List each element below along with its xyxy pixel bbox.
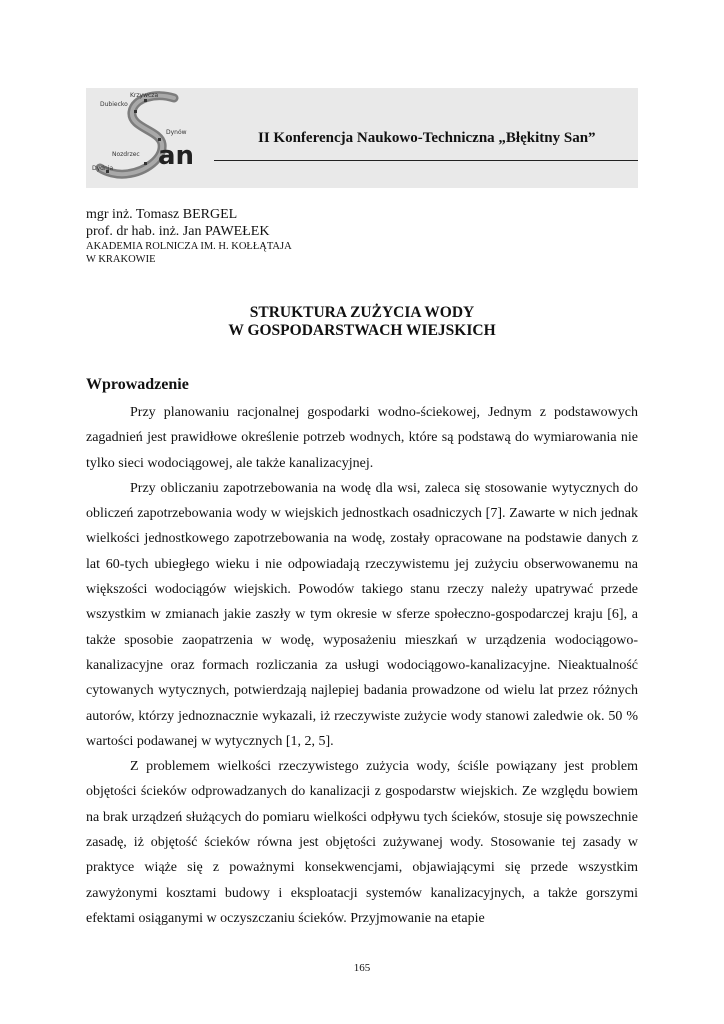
logo-place-nozdrzec: Nozdrzec [112,151,140,158]
author-2: prof. dr hab. inż. Jan PAWEŁEK [86,224,270,239]
logo-place-dydnia: Dydnia [92,165,114,172]
author-block [86,206,292,266]
san-river-logo-icon [86,88,216,188]
paragraph-3: Z problemem wielkości rzeczywistego zużycia wody, ściśle powiązany jest problem objętości ścieków odprowadzanych do kanalizacji z gospodarstw wiejskich. Ze względu bowiem na brak urządzeń służących do pomiaru wielkości odpływu tych ścieków, stosuje się powszechnie zasadę, iż objętość ścieków równa jest objętości zużywanej wody. Stosowanie tej zasady w praktyce wiąże się z poważnymi konsekwencjami, objawiającymi się przede wszystkim zawyżonymi kosztami budowy i eksploatacji systemów kanalizacyjnych, a także gorszymi efektami osiąganymi w oczyszczaniu ścieków. Przyjmowanie na etapie [86,759,638,926]
page-number: 165 [353,962,371,974]
affiliation-line-2: W KRAKOWIE [86,254,156,265]
logo-place-dubiecko: Dubiecko [100,101,128,108]
blekitny-san-logo [86,88,216,188]
logo-place-dynow: Dynów [166,129,187,136]
section-heading: Wprowadzenie [86,376,189,393]
logo-wordmark: an [158,141,195,171]
logo-place-krzywcza: Krzywcza [130,92,159,99]
author-1: mgr inż. Tomasz BERGEL [86,207,238,222]
paper-title-line-1: STRUKTURA ZUŻYCIA WODY [249,304,475,321]
paragraph-1: Przy planowaniu racjonalnej gospodarki wodno-ściekowej, Jednym z podstawowych zagadnień jest prawidłowe określenie potrzeb wodnych, które są podstawą do wymiarowania nie tylko sieci wodociągowej, ale także kanalizacyjnej. [86,405,638,471]
paper-title-line-2: W GOSPODARSTWACH WIEJSKICH [228,322,496,339]
paper-title [0,304,724,340]
body-text [86,400,638,931]
affiliation-line-1: AKADEMIA ROLNICZA IM. H. KOŁŁĄTAJA [86,241,292,252]
paragraph-2: Przy obliczaniu zapotrzebowania na wodę dla wsi, zaleca się stosowanie wytycznych do obliczeń zapotrzebowania wody w wiejskich jednostkach osadniczych [7]. Zawarte w nich jednak wielkości jednostkowego zapotrzebowania na wodę, zostały opracowane na podstawie danych z lat 60-tych ubiegłego wieku i nie odpowiadają rzeczywistemu jej zużyciu obserwowanemu na większości wodociągów wiejskich. Powodów takiego stanu rzeczy należy upatrywać przede wszystkim w zmianach jakie zaszły w tym okresie w sferze społeczno-gospodarczej kraju [6], a także sposobie zaopatrzenia w wodę, wyposażeniu mieszkań w urządzenia wodociągowo-kanalizacyjne oraz formach rozliczania za usługi wodociągowo-kanalizacyjne. Nieaktualność cytowanych wytycznych, potwierdzają najlepiej badania prowadzone od wielu lat przez różnych autorów, którzy jednoznacznie wykazali, iż rzeczywiste zużycie wody stanowi zaledwie ok. 50 % wartości podawanej w wytycznych [1, 2, 5]. [86,480,638,749]
header-rule [214,160,638,161]
conference-title: II Konferencja Naukowo-Techniczna „Błękitny San” [258,130,596,146]
